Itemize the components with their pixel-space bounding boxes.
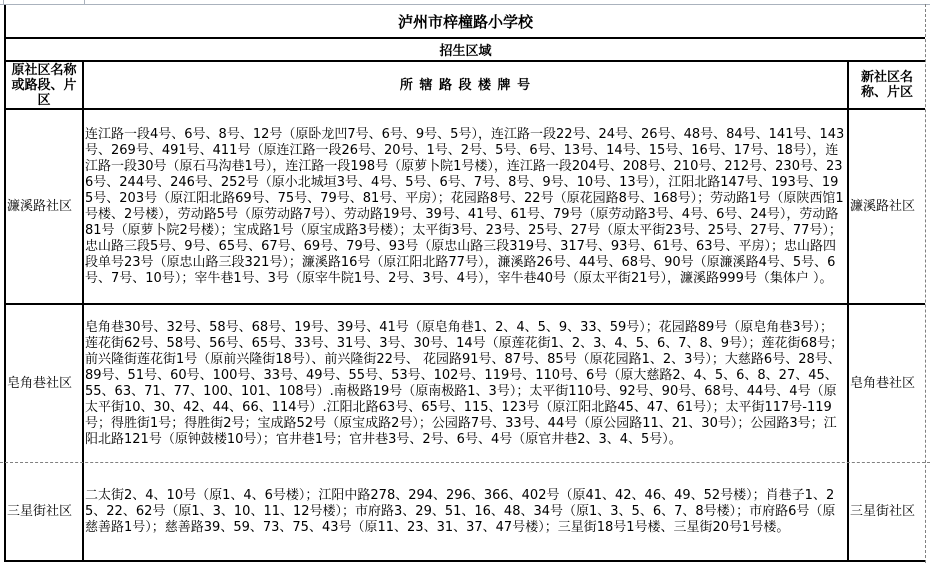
new-community-cell: 濂溪路社区 [850, 198, 916, 214]
table-title-row [6, 5, 925, 39]
header-new-community-name: 新社区名称、片区 [860, 70, 913, 100]
table-row [6, 463, 925, 562]
table-subtitle-row [6, 39, 925, 62]
table-header-row [6, 62, 925, 110]
top-gridline-tick [3, 0, 4, 4]
old-community-cell: 濂溪路社区 [6, 110, 84, 303]
streets-text: 皂角巷30号、32号、58号、68号、19号、39号、41号（原皂角巷1、2、4、5、9、33、59号）；花园路89号（原皂角巷3号）；莲花街62号、58号、56号、65号、33号、31号、3号、30号、14号（原莲花街1、2、3、4、5、6、7、8、9号）；莲花街68号；前兴隆街莲花街1号（原前兴隆街18号）、前兴隆街22号、 花园路91号、87号、85号（原花园路1、2、3号）；大慈路6号、28号、89号、51号、60号、100号、33号、49号、55号、53号、102号、119号、110号、6号（原大慈路2、4、5、6、8、27、45、55、63、71、77、100、101、108号）.南极路19号（原南极路1、3号）；太平街110号、92号、90号、68号、44号、4号（原太平街10、30、42、44、66、114号）.江阳北路63号、65号、115、123号（原江阳北路45、47、61号）；太平街117号-119号；得胜街1号；得胜街2号；宝成路52号（原宝成路2号）；公园路7号、33号、44号（原公园路11、21、30号）；公园路3号；江阳北路121号（原钟鼓楼10号）；官井巷1号；官井巷3号、2号、6号、4号（原官井巷2、3、4、5号）。 [85, 320, 844, 447]
streets-cell [84, 463, 849, 560]
enrollment-table [4, 5, 925, 562]
school-title: 泸州市梓橦路小学校 [397, 12, 533, 31]
old-community-cell: 皂角巷社区 [6, 305, 84, 463]
streets-cell [84, 110, 849, 303]
streets-text: 连江路一段4号、6号、8号、12号（原卧龙凹7号、6号、9号、5号），连江路一段22号、24号、26号、48号、84号、141号、143号、269号、491号、411号（原连江路一段26号、20号、1号、2号、5号、6号、13号、14号、15号、16号、17号、18号），连江路一段30号（原石马沟巷1号），连江路一段198号（原萝卜院1号楼），连江路一段204号、208号、210号、212号、230号、236号、244号、246号、252号（原小北城垣3号、4号、5号、6号、7号、8号、9号、10号、13号），江阳北路147号、193号、195号、203号（原江阳北路69号、75号、79号、81号、平房）；花园路8号、22号（原花园路8号、168号）；劳动路1号（原陕西馆1号楼、2号楼），劳动路5号（原劳动路7号）、劳动路19号、39号、41号、61号、79号（原劳动路3号、4号、6号、24号），劳动路81号（原萝卜院2号楼）；宝成路1号（原宝成路3号楼）；太平街3号、23号、25号、27号（原太平街23号、25号、27号、77号）；忠山路三段5号、9号、65号、67号、69号、79号、93号（原忠山路三段319号、317号、93号、61号、63号、平房）；忠山路四段单号23号（原忠山路三段321号）；濂溪路16号（原江阳北路77号），濂溪路26号、44号、68号、90号（原濂溪路4号、5号、6号、7号、10号）；宰牛巷1号、3号（原宰牛院1号、2号、3号、4号），宰牛巷40号（原太平街21号），濂溪路999号（集体户 ）。 [85, 126, 845, 286]
streets-cell [84, 305, 849, 463]
table-row [6, 305, 925, 463]
old-community-cell: 三星街社区 [6, 463, 84, 560]
top-gridline-tick [84, 0, 85, 4]
header-old-community-name: 原社区名称或路段、片区 [6, 62, 84, 108]
streets-text: 二太街2、4、10号（原1、4、6号楼）；江阳中路278、294、296、366、402号（原41、42、46、49、52号楼）；肖巷子1、25、22、62号（原1、3、10、11、12号楼）；市府路3、29、51、16、48、34号（原1、3、5、6、7、8号楼）；市府路6号（原慈善路1号）；慈善路39、59、73、75、43号（原11、23、31、37、47号楼）；三星街18号1号楼、三星街20号1号楼。 [85, 487, 836, 535]
new-community-cell: 皂角巷社区 [850, 376, 916, 391]
header-street-numbers: 所 辖 路 段 楼 牌 号 [84, 62, 849, 108]
table-row [6, 110, 925, 305]
page-break-line-horizontal [0, 462, 930, 463]
new-community-cell: 三星街社区 [850, 503, 916, 519]
page-break-line-vertical [925, 4, 926, 563]
section-title: 招生区域 [439, 44, 492, 59]
